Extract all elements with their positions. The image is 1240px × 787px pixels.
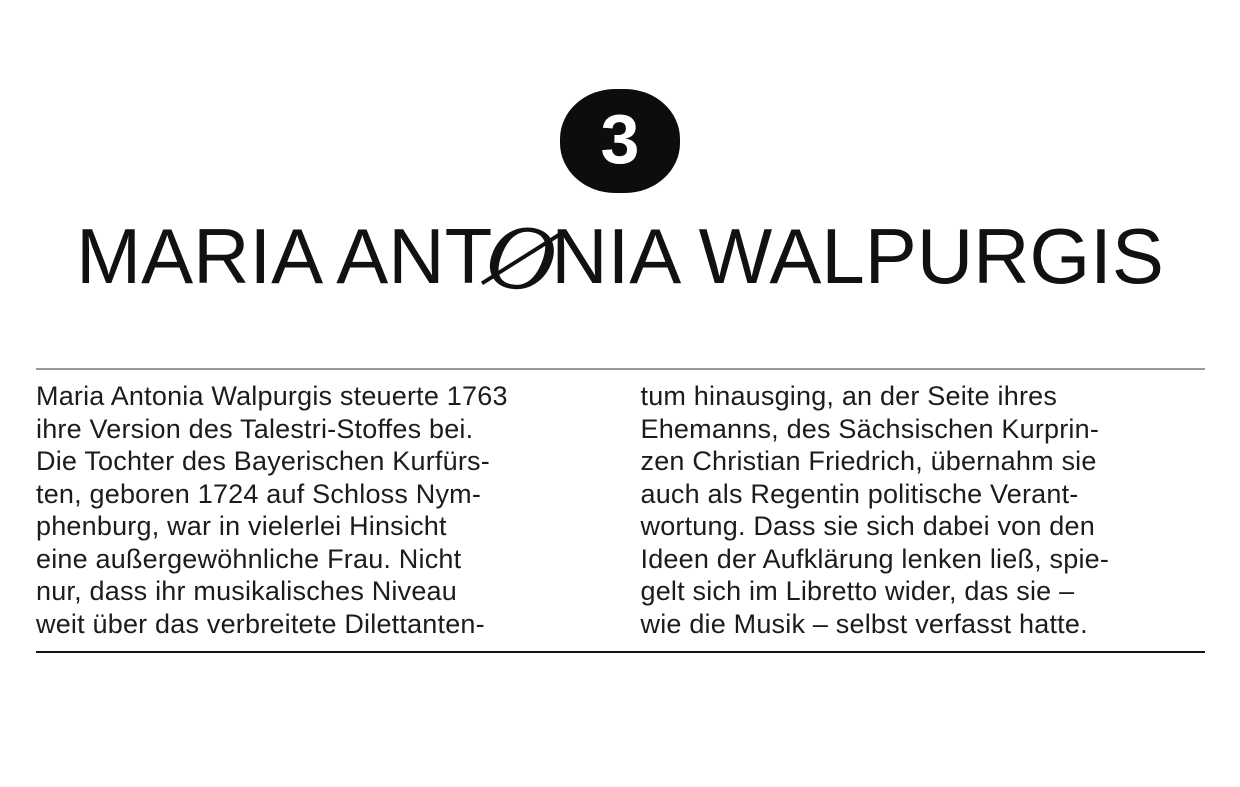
bottom-divider-rule (36, 651, 1205, 653)
text-line: Ideen der Aufklärung lenken ließ, spie- (640, 543, 1110, 574)
text-column-left (36, 380, 601, 640)
text-line: weit über das verbreitete Dilettanten- (36, 608, 485, 639)
text-column-right (641, 380, 1206, 640)
chapter-number: 3 (600, 100, 640, 178)
text-line: gelt sich im Libretto wider, das sie – (640, 576, 1075, 606)
text-line: auch als Regentin politische Verant- (640, 478, 1079, 509)
text-line: ihre Version des Talestri-Stoffes bei. (36, 413, 474, 444)
text-line: wie die Musik – selbst verfasst hatte. (640, 608, 1088, 639)
text-line: eine außergewöhnliche Frau. Nicht (36, 543, 462, 574)
text-line: tum hinausging, an der Seite ihres (640, 381, 1058, 411)
text-line: ten, geboren 1724 auf Schloss Nym- (36, 478, 482, 509)
page-title (0, 205, 1240, 315)
text-line: wortung. Dass sie sich dabei von den (640, 511, 1095, 541)
text-line: nur, dass ihr musikalisches Niveau (36, 576, 457, 606)
title-part1: MARIA ANT (76, 212, 493, 300)
article-body (0, 370, 1240, 640)
text-line: zen Christian Friedrich, übernahm sie (640, 446, 1097, 476)
text-line: Ehemanns, des Sächsischen Kurprin- (640, 413, 1100, 444)
text-line: Die Tochter des Bayerischen Kurfürs- (36, 446, 490, 476)
ornament-slashed-o: Ø (479, 205, 565, 315)
text-line: phenburg, war in vielerlei Hinsicht (36, 511, 447, 541)
text-line: Maria Antonia Walpurgis steuerte 1763 (36, 381, 508, 411)
title-part2: NIA WALPURGIS (551, 212, 1164, 300)
chapter-number-badge (560, 89, 680, 193)
document-page (0, 89, 1240, 787)
